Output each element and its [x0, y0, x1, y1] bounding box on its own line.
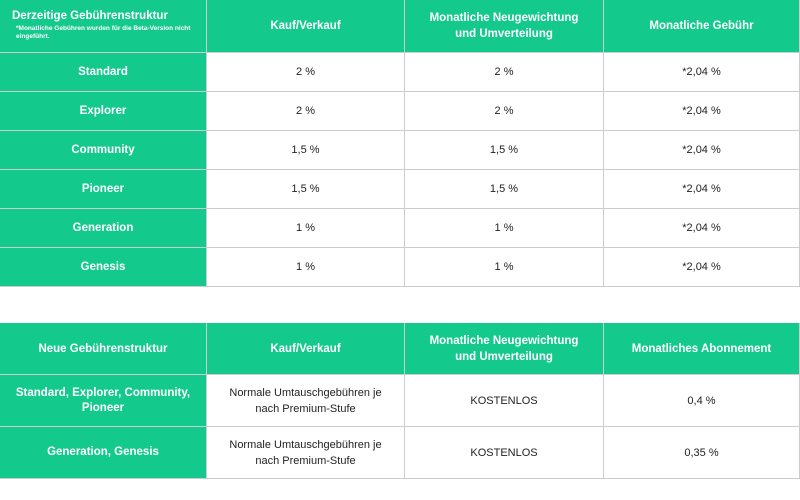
trade-fee: 2 %: [207, 92, 405, 131]
rebalance-fee: 1 %: [405, 209, 604, 248]
rebalance-fee: 2 %: [405, 53, 604, 92]
trade-fee: 1 %: [207, 209, 405, 248]
column-header-trade: Kauf/Verkauf: [207, 323, 405, 375]
rebalance-fee: 1 %: [405, 248, 604, 287]
tier-name: Genesis: [0, 248, 207, 287]
monthly-subscription: 0,35 %: [604, 427, 800, 479]
tier-group-name: Generation, Genesis: [0, 427, 207, 479]
rebalance-fee: 1,5 %: [405, 131, 604, 170]
column-header-rebalance: Monatliche Neugewichtung und Umverteilung: [405, 0, 604, 53]
column-header-monthly-fee: Monatliche Gebühr: [604, 0, 800, 53]
tier-name: Community: [0, 131, 207, 170]
monthly-fee: *2,04 %: [604, 131, 800, 170]
new-fee-table: [0, 323, 800, 479]
trade-fee: Normale Umtauschgebühren je nach Premium-Stufe: [207, 427, 405, 479]
rebalance-fee: KOSTENLOS: [405, 427, 604, 479]
current-fee-title-cell: [0, 0, 207, 53]
monthly-fee: *2,04 %: [604, 53, 800, 92]
trade-fee: 1 %: [207, 248, 405, 287]
rebalance-fee: KOSTENLOS: [405, 375, 604, 427]
monthly-fee: *2,04 %: [604, 248, 800, 287]
trade-fee: 1,5 %: [207, 170, 405, 209]
tier-name: Explorer: [0, 92, 207, 131]
monthly-fee: *2,04 %: [604, 209, 800, 248]
monthly-fee: *2,04 %: [604, 92, 800, 131]
tier-name: Generation: [0, 209, 207, 248]
column-header-rebalance: Monatliche Neugewichtung und Umverteilung: [405, 323, 604, 375]
rebalance-fee: 2 %: [405, 92, 604, 131]
current-fee-title: Derzeitige Gebührenstruktur: [12, 10, 168, 22]
tier-name: Standard: [0, 53, 207, 92]
trade-fee: 2 %: [207, 53, 405, 92]
column-header-monthly-subscription: Monatliches Abonnement: [604, 323, 800, 375]
monthly-fee: *2,04 %: [604, 170, 800, 209]
tier-name: Pioneer: [0, 170, 207, 209]
tier-group-name: Standard, Explorer, Community, Pioneer: [0, 375, 207, 427]
new-fee-title: Neue Gebührenstruktur: [0, 323, 207, 375]
trade-fee: Normale Umtauschgebühren je nach Premium-Stufe: [207, 375, 405, 427]
column-header-trade: Kauf/Verkauf: [207, 0, 405, 53]
monthly-subscription: 0,4 %: [604, 375, 800, 427]
trade-fee: 1,5 %: [207, 131, 405, 170]
rebalance-fee: 1,5 %: [405, 170, 604, 209]
beta-note: *Monatliche Gebühren wurden für die Beta-Version nicht eingeführt.: [16, 25, 191, 40]
